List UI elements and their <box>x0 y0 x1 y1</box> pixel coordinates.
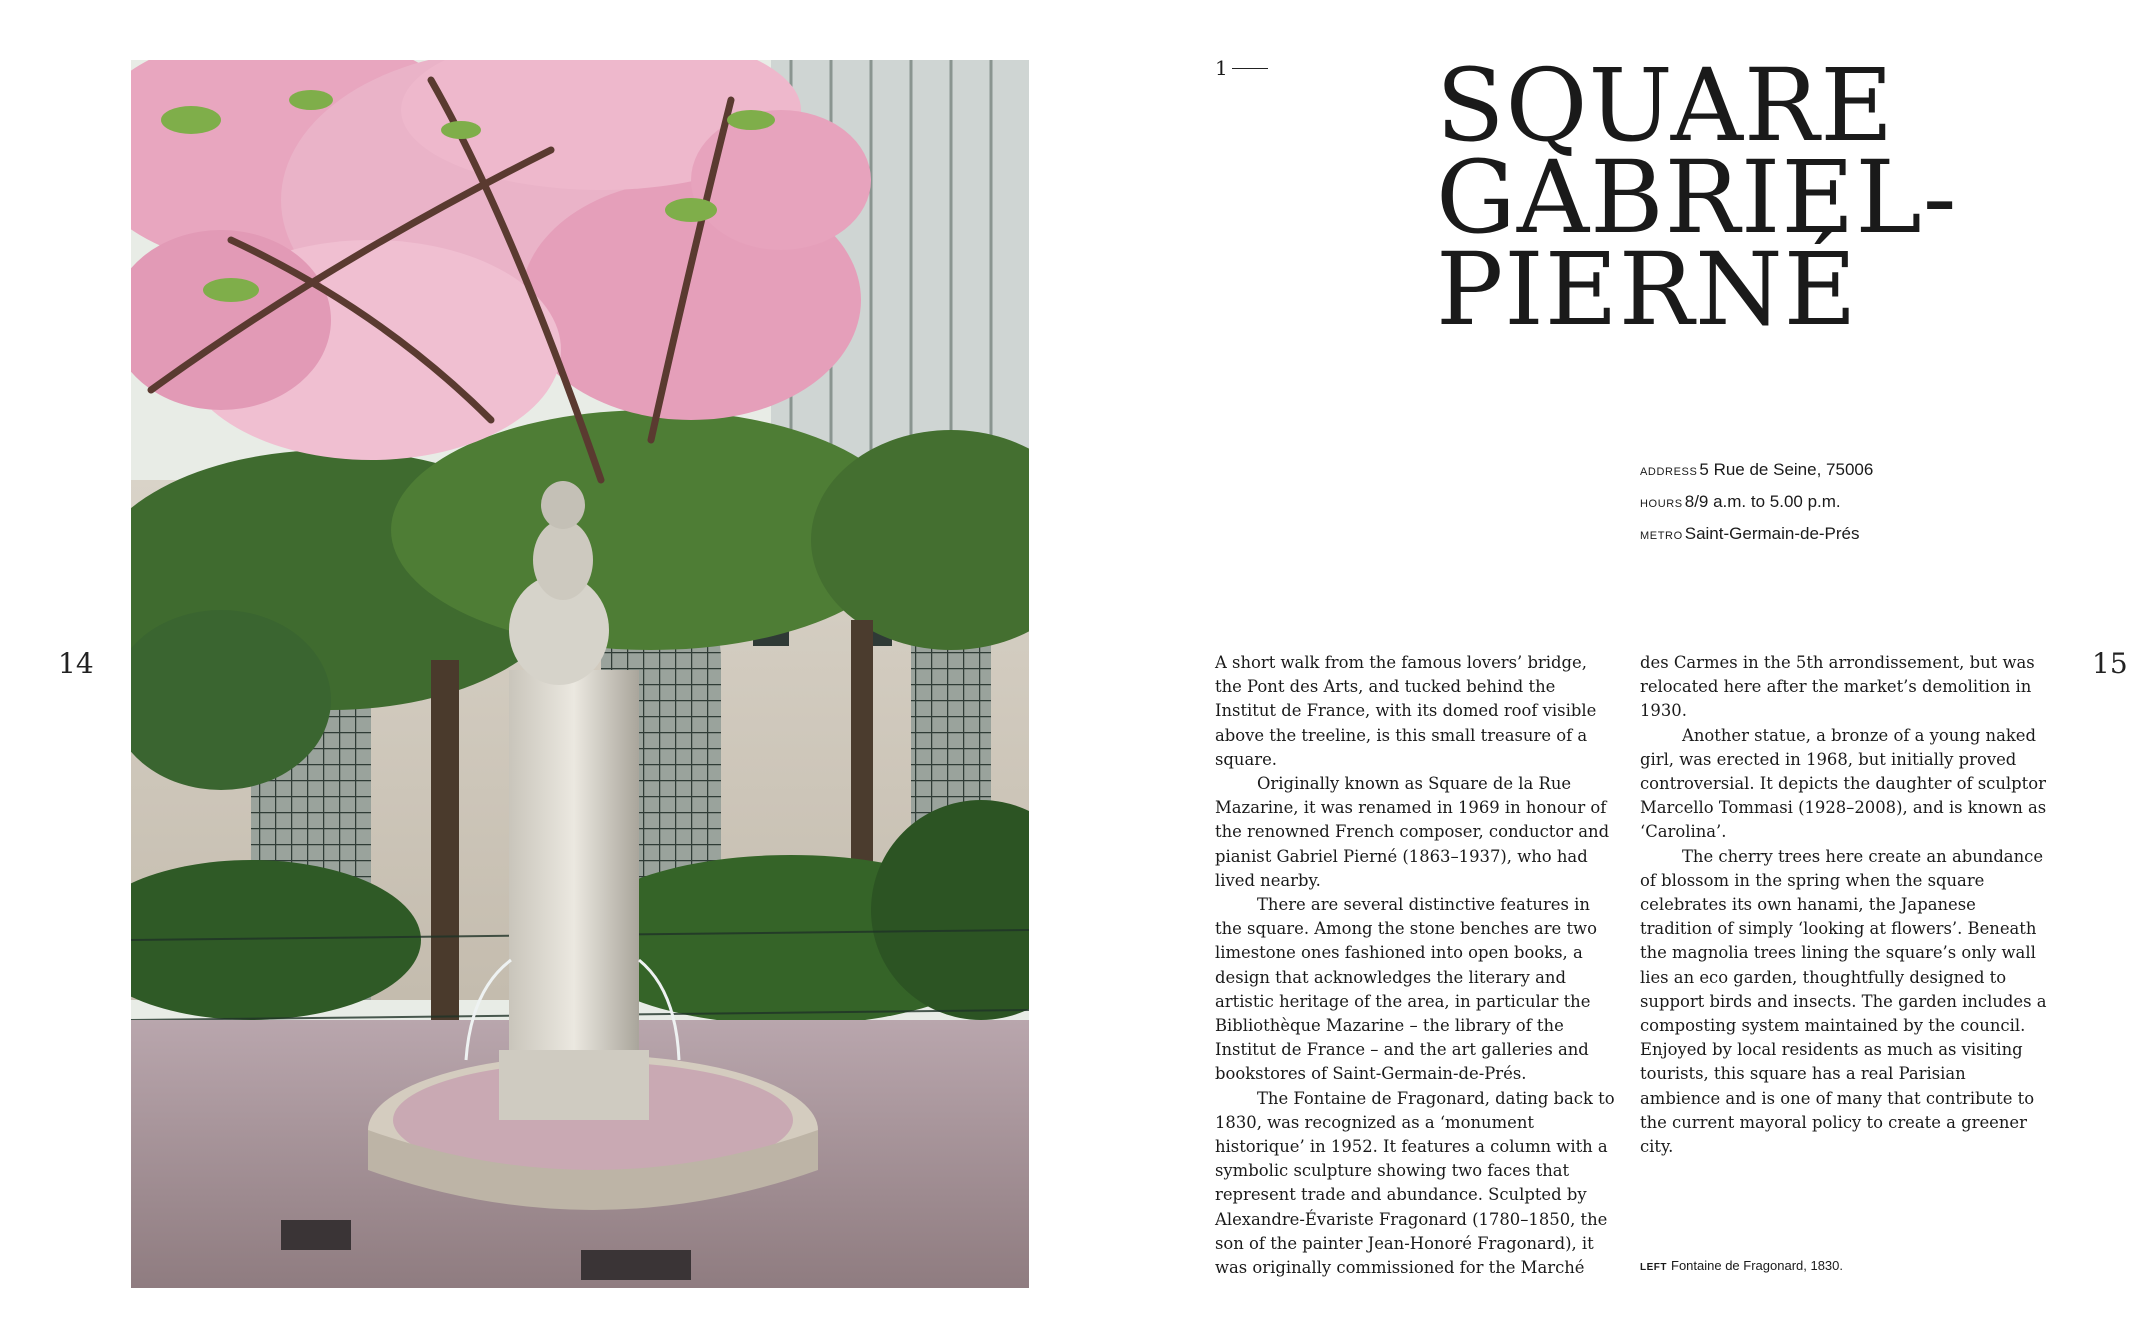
caption-label: LEFT <box>1640 1262 1667 1273</box>
caption-text: Fontaine de Fragonard, 1830. <box>1671 1258 1844 1273</box>
page-title <box>1436 47 1958 348</box>
hours-value: 8/9 a.m. to 5.00 p.m. <box>1684 492 1841 511</box>
body-paragraph: The cherry trees here create an abundance of blossom in the spring when the square celebrates its own hanami, the Japanese tradition of simply ‘looking at flowers’. Beneath the magnolia trees lining the square’s only wall lies an eco garden, thoughtfully designed to support birds and insects. The garden includes a composting system maintained by the council. Enjoyed by local residents as much as visiting tourists, this square has a real Parisian ambience and is one of many that contribute to the current mayoral policy to create a greener city. <box>1640 846 2047 1157</box>
entry-rule <box>1232 68 1268 69</box>
body-paragraph: Another statue, a bronze of a young naked girl, was erected in 1968, but initially proved controversial. It depicts the daughter of sculptor Marcello Tommasi (1928–2008), and is known as ‘Carolina’. <box>1640 725 2047 842</box>
body-column-left <box>1215 651 1615 1280</box>
body-column-right <box>1640 651 2050 1159</box>
body-paragraph: The Fontaine de Fragonard, dating back to 1830, was recognized as a ‘monument historique’ in 1952. It features a column with a symbolic sculpture showing two faces that represent trade and abundance. Sculpted by Alexandre-Évariste Fragonard (1780–1850, the son of the painter Jean-Honoré Fragonard), it was originally commissioned for the Marché <box>1215 1088 1615 1278</box>
entry-number <box>1215 56 1268 80</box>
body-paragraph: A short walk from the famous lovers’ bridge, the Pont des Arts, and tucked behind the Institut de France, with its domed roof visible above the treeline, is this small treasure of a square. <box>1215 653 1597 769</box>
title-line-2: GABRIEL- <box>1436 139 1958 256</box>
body-paragraph: Originally known as Square de la Rue Mazarine, it was renamed in 1969 in honour of the renowned French composer, conductor and pianist Gabriel Pierné (1863–1937), who had lived nearby. <box>1215 774 1610 890</box>
hours-label: HOURS <box>1640 498 1683 510</box>
fountain-photo <box>131 60 1029 1288</box>
address-label: ADDRESS <box>1640 466 1698 478</box>
info-address <box>1640 455 1873 487</box>
info-metro <box>1640 519 1873 551</box>
info-hours <box>1640 487 1873 519</box>
address-value: 5 Rue de Seine, 75006 <box>1699 460 1874 479</box>
title-line-3: PIERNÉ <box>1436 231 1858 348</box>
entry-number-value: 1 <box>1215 56 1228 80</box>
body-paragraph: There are several distinctive features in the square. Among the stone benches are two limestone ones fashioned into open books, a design that acknowledges the literary and artistic heritage of the area, in particular the Bibliothèque Mazarine – the library of the Institut de France – and the art galleries and bookstores of Saint-Germain-de-Prés. <box>1215 895 1597 1084</box>
page-number-left: 14 <box>58 647 94 680</box>
title-line-1: SQUARE <box>1436 47 1895 164</box>
metro-value: Saint-Germain-de-Prés <box>1684 524 1860 543</box>
body-paragraph: des Carmes in the 5th arrondissement, but was relocated here after the market’s demolition in 1930. <box>1640 653 2035 721</box>
page-number-right: 15 <box>2092 647 2128 680</box>
info-block <box>1640 455 1873 551</box>
photo-caption <box>1640 1258 1843 1276</box>
metro-label: METRO <box>1640 530 1683 542</box>
